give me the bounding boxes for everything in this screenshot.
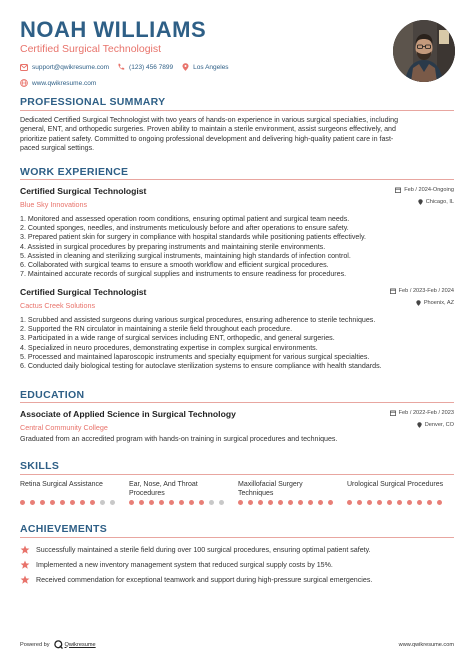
education-location-text: Denver, CO	[424, 422, 454, 428]
education-date-text: Feb / 2022-Feb / 2023	[398, 410, 454, 416]
achievement-item	[20, 545, 456, 555]
rating-dot-filled	[60, 500, 65, 505]
list-item: 2. Counted sponges, needles, and instruments meticulously before and after operations to ensure safety.	[20, 224, 349, 233]
list-item: 2. Supported the RN circulator in maintaining a sterile field throughout each procedure.	[20, 325, 293, 334]
phone-contact[interactable]	[117, 63, 173, 71]
map-pin-icon	[416, 300, 421, 306]
rating-dot-filled	[258, 500, 263, 505]
list-item: 7. Maintained accurate records of surgical supplies and instruments to ensure readiness for procedures.	[20, 270, 347, 279]
profile-photo	[393, 20, 455, 82]
section-title-summary: PROFESSIONAL SUMMARY	[20, 96, 166, 108]
section-divider	[20, 110, 454, 111]
calendar-icon	[395, 187, 401, 193]
rating-dot-filled	[318, 500, 323, 505]
job-entry	[20, 287, 454, 371]
rating-dot-filled	[80, 500, 85, 505]
rating-dot-filled	[139, 500, 144, 505]
rating-dot-empty	[110, 500, 115, 505]
section-divider	[20, 402, 454, 403]
skill-name: Ear, Nose, And Throat Procedures	[129, 481, 198, 497]
list-item: 1. Monitored and assessed operation room conditions, ensuring optimal patient and surgical team needs.	[20, 215, 350, 223]
rating-dot-filled	[90, 500, 95, 505]
brand-logo[interactable]	[54, 640, 96, 649]
skill-rating	[129, 500, 230, 505]
email-text: support@qwikresume.com	[32, 63, 110, 71]
brand-name: Qwikresume	[64, 641, 96, 648]
skills-list	[20, 481, 456, 505]
rating-dot-filled	[427, 500, 432, 505]
footer-powered-by	[20, 640, 96, 649]
email-contact[interactable]	[20, 63, 109, 71]
section-title-education: EDUCATION	[20, 389, 85, 401]
rating-dot-empty	[100, 500, 105, 505]
website-contact[interactable]	[20, 79, 380, 87]
rating-dot-empty	[219, 500, 224, 505]
qwikresume-logo-icon	[54, 640, 63, 649]
section-divider	[20, 537, 454, 538]
rating-dot-filled	[129, 500, 134, 505]
rating-dot-filled	[189, 500, 194, 505]
achievement-item	[20, 575, 456, 585]
achievement-text: Received commendation for exceptional teamwork and support during high-pressure surgical emergencies.	[36, 576, 373, 584]
job-bullets	[20, 215, 454, 279]
email-icon	[20, 63, 28, 71]
rating-dot-filled	[347, 500, 352, 505]
resume-header	[20, 18, 380, 87]
rating-dot-filled	[159, 500, 164, 505]
skill-rating	[20, 500, 121, 505]
map-pin-icon	[418, 199, 423, 205]
summary-line: Dedicated Certified Surgical Technologist with two years of hands-on experience in various surgical specialties, including	[20, 116, 399, 124]
rating-dot-filled	[50, 500, 55, 505]
rating-dot-empty	[209, 500, 214, 505]
phone-text: (123) 456 7899	[129, 63, 174, 71]
award-star-icon	[20, 575, 30, 585]
achievement-text: Successfully maintained a sterile field during over 100 surgical procedures, ensuring optimal patient safety.	[36, 546, 371, 554]
rating-dot-filled	[20, 500, 25, 505]
skill-item	[238, 481, 347, 505]
candidate-name: NOAH WILLIAMS	[20, 17, 207, 42]
rating-dot-filled	[397, 500, 402, 505]
phone-icon	[117, 63, 125, 71]
list-item: 3. Participated in a wide range of surgical services including ENT, orthopedic, and general surgeries.	[20, 334, 335, 343]
rating-dot-filled	[288, 500, 293, 505]
summary-line: paced surgical settings.	[20, 143, 95, 152]
job-entry	[20, 186, 454, 279]
professional-summary	[20, 116, 456, 153]
skill-name: Maxillofacial Surgery Techniques	[238, 481, 303, 497]
rating-dot-filled	[377, 500, 382, 505]
rating-dot-filled	[30, 500, 35, 505]
job-location	[416, 300, 454, 306]
candidate-title: Certified Surgical Technologist	[20, 43, 162, 55]
rating-dot-filled	[387, 500, 392, 505]
job-company: Cactus Creek Solutions	[20, 301, 96, 310]
degree-title: Associate of Applied Science in Surgical Technology	[20, 409, 236, 419]
summary-line: prioritize patient safety. Committed to ongoing professional development and delivering high-quality patient care in fast-	[20, 134, 394, 143]
job-company: Blue Sky Innovations	[20, 200, 88, 209]
map-pin-icon	[181, 63, 189, 71]
rating-dot-filled	[278, 500, 283, 505]
location-contact	[181, 63, 228, 71]
skill-item	[20, 481, 129, 505]
location-text: Los Angeles	[193, 63, 229, 71]
section-title-achievements: ACHIEVEMENTS	[20, 523, 108, 535]
powered-by-text: Powered by	[20, 641, 50, 648]
website-text: www.qwikresume.com	[32, 79, 97, 87]
job-bullets	[20, 316, 454, 371]
rating-dot-filled	[149, 500, 154, 505]
rating-dot-filled	[179, 500, 184, 505]
achievement-text: Implemented a new inventory management system that reduced surgical supply costs by 15%.	[36, 561, 333, 569]
skill-rating	[347, 500, 448, 505]
list-item: 5. Processed and maintained laparoscopic instruments and specialty equipment for various surgical specialties.	[20, 352, 370, 361]
footer-website[interactable]: www.qwikresume.com	[398, 642, 454, 648]
skill-item	[129, 481, 238, 505]
rating-dot-filled	[70, 500, 75, 505]
calendar-icon	[390, 410, 396, 416]
rating-dot-filled	[268, 500, 273, 505]
education-date	[390, 410, 454, 416]
list-item: 5. Assisted in cleaning and sterilizing surgical instruments, maintaining high standards of infection control.	[20, 251, 351, 260]
rating-dot-filled	[328, 500, 333, 505]
rating-dot-filled	[308, 500, 313, 505]
award-star-icon	[20, 560, 30, 570]
rating-dot-filled	[298, 500, 303, 505]
rating-dot-filled	[367, 500, 372, 505]
education-entry	[20, 409, 454, 443]
list-item: 4. Assisted in surgical procedures by preparing instruments and maintaining sterile environments.	[20, 242, 326, 251]
achievement-item	[20, 560, 456, 570]
rating-dot-filled	[169, 500, 174, 505]
skill-name: Urological Surgical Procedures	[347, 481, 444, 488]
list-item: 6. Conducted daily biological testing for autoclave sterilization systems to ensure compliance with health standards.	[20, 362, 382, 371]
job-date	[390, 288, 454, 294]
list-item: 4. Specialized in neuro procedures, demonstrating expertise in complex surgical environments.	[20, 343, 318, 352]
list-item: 3. Prepared patient skin for surgery in compliance with hospital standards while positioning patients effectively.	[20, 233, 366, 242]
education-location	[417, 422, 454, 428]
globe-icon	[20, 79, 28, 87]
job-title: Certified Surgical Technologist	[20, 186, 147, 196]
rating-dot-filled	[238, 500, 243, 505]
rating-dot-filled	[417, 500, 422, 505]
job-date-text: Feb / 2023-Feb / 2024	[398, 288, 454, 294]
job-location-text: Phoenix, AZ	[423, 300, 454, 306]
skill-item	[347, 481, 456, 505]
school-name: Central Community College	[20, 423, 108, 432]
calendar-icon	[390, 288, 396, 294]
rating-dot-filled	[437, 500, 442, 505]
rating-dot-filled	[357, 500, 362, 505]
job-location	[418, 199, 454, 205]
skill-name: Retina Surgical Assistance	[20, 481, 103, 488]
rating-dot-filled	[199, 500, 204, 505]
list-item: 1. Scrubbed and assisted surgeons during various surgical procedures, ensuring adherence to sterile techniques.	[20, 316, 376, 324]
section-divider	[20, 179, 454, 180]
education-description: Graduated from an accredited program with hands-on training in surgical procedures and techniques.	[20, 435, 338, 443]
award-star-icon	[20, 545, 30, 555]
list-item: 6. Collaborated with surgical teams to ensure a smooth workflow and efficient surgical procedures.	[20, 261, 329, 270]
map-pin-icon	[417, 422, 422, 428]
rating-dot-filled	[248, 500, 253, 505]
job-date	[395, 187, 454, 193]
section-title-skills: SKILLS	[20, 460, 60, 472]
job-title: Certified Surgical Technologist	[20, 287, 147, 297]
rating-dot-filled	[407, 500, 412, 505]
job-location-text: Chicago, IL	[425, 199, 454, 205]
section-title-experience: WORK EXPERIENCE	[20, 166, 129, 178]
skill-rating	[238, 500, 339, 505]
rating-dot-filled	[40, 500, 45, 505]
job-date-text: Feb / 2024-Ongoing	[404, 187, 454, 193]
summary-line: general, ENT, and orthopedic surgeries. Proven ability to maintain a sterile environment, assist surgeons effectively, and	[20, 125, 396, 134]
contact-row	[20, 63, 380, 71]
section-divider	[20, 474, 454, 475]
